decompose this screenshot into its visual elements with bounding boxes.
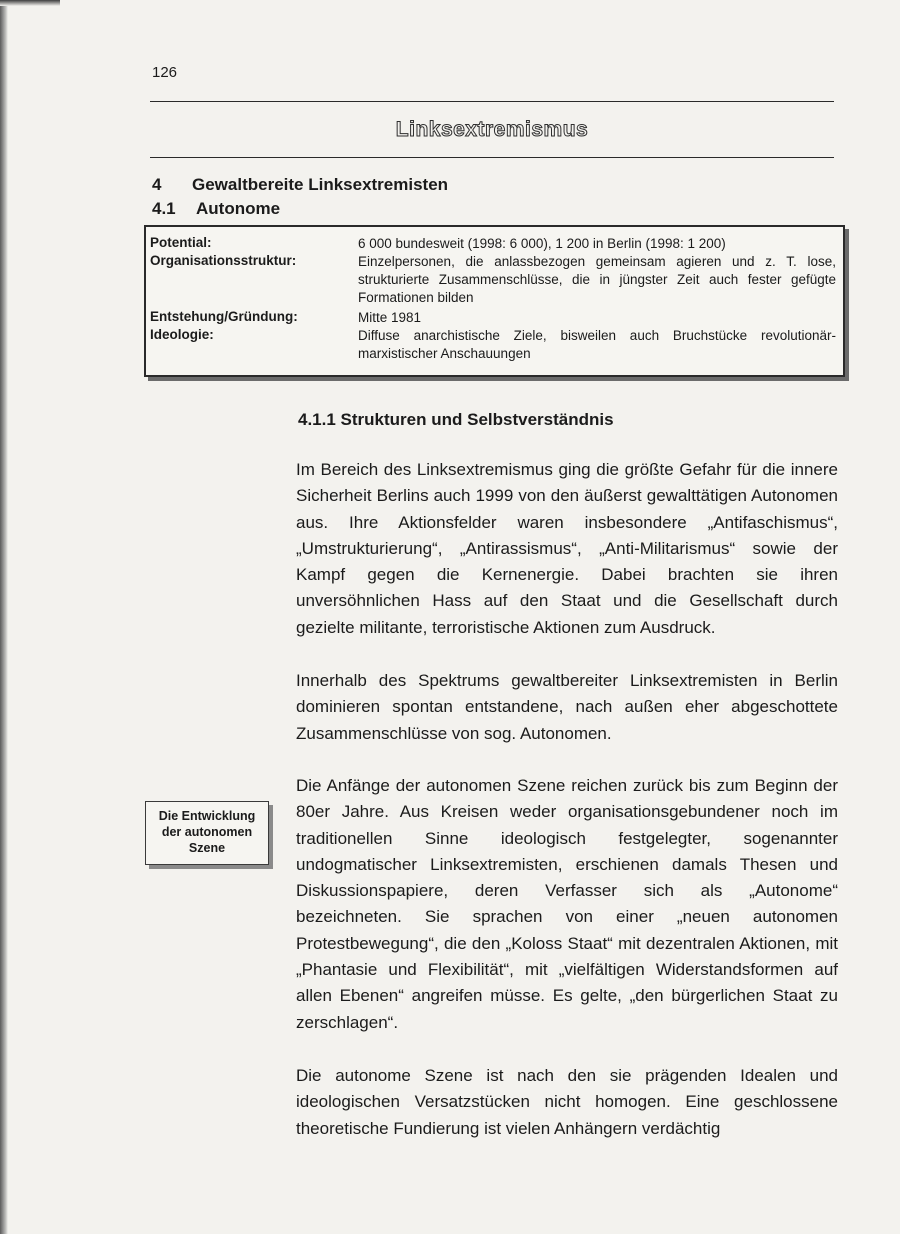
fact-label-founding: Entstehung/Gründung: <box>150 309 298 324</box>
subsection-number: 4.1.1 <box>298 410 336 429</box>
fact-value-potential: 6 000 bundesweit (1998: 6 000), 1 200 in Berlin (1998: 1 200) <box>358 236 726 251</box>
subsection-title: Strukturen und Selbstverständnis <box>340 410 614 429</box>
body-paragraph: Im Bereich des Linksextremismus ging die größte Gefahr für die innere Sicherheit Berlins auch 1999 von den äußerst gewalttätigen Autonomen aus. Ihre Aktionsfelder waren insbesondere „Antifaschismus“, „Umstrukturierung“, „Antirassismus“, „Anti-Militarismus“ sowie der Kampf gegen die Kernenergie. Dabei brachten sie ihren unversöhnlichen Hass auf den Staat und die Gesellschaft durch gezielte militante, terroristische Aktionen zum Ausdruck. <box>296 460 838 637</box>
fact-box <box>144 225 845 377</box>
body-paragraph: Die autonome Szene ist nach den sie prägenden Idealen und ideologischen Versatzstücken nicht homogen. Eine geschlossene theoretische Fundierung ist vielen Anhängern verdächtig <box>296 1066 838 1138</box>
fact-value-founding: Mitte 1981 <box>358 310 422 325</box>
margin-note: Die Entwicklung der autonomen Szene <box>145 801 269 865</box>
fact-value-organisation: Einzelpersonen, die anlassbezogen gemeinsam agieren und z. T. lose, strukturierte Zusammenschlüsse, die in jüngster Zeit auch fester gefügte Formationen bilden <box>358 254 836 305</box>
body-paragraph: Innerhalb des Spektrums gewaltbereiter Linksextremisten in Berlin dominieren spontan entstandene, nach außen eher abgeschottete Zusammenschlüsse von sog. Autonomen. <box>296 671 838 743</box>
chapter-number: 4 <box>152 175 162 194</box>
body-paragraph: Die Anfänge der autonomen Szene reichen zurück bis zum Beginn der 80er Jahre. Aus Kreisen weder organisationsgebundener noch im traditionellen Sinne ideologisch festgelegter, sogenannter undogmatischer Linksextremisten, erschienen damals Thesen und Diskussionspapiere, deren Verfasser sich als „Autonome“ bezeichneten. Sie sprachen von einer „neuen autonomen Protestbewegung“, die den „Koloss Staat“ mit dezentralen Aktionen, mit „Phantasie und Flexibilität“, mit „vielfältigen Widerstandsformen auf allen Ebenen“ angreifen müsse. Es gelte, „den bürgerlichen Staat zu zerschlagen“. <box>296 776 838 1032</box>
scan-edge-top <box>0 0 60 6</box>
fact-value-ideology: Diffuse anarchistische Ziele, bisweilen auch Bruchstücke revolutionär-marxistischer Anschauungen <box>358 328 836 361</box>
header-rule-bottom <box>150 157 834 158</box>
fact-label-potential: Potential: <box>150 235 212 250</box>
section-number: 4.1 <box>152 199 176 218</box>
fact-label-ideology: Ideologie: <box>150 327 214 342</box>
chapter-heading <box>152 175 448 195</box>
section-title: Autonome <box>196 199 281 218</box>
subsection-heading <box>298 410 614 430</box>
section-heading <box>152 199 280 219</box>
scan-edge-left <box>0 0 8 1234</box>
header-rule-top <box>150 101 834 102</box>
fact-label-organisation: Organisationsstruktur: <box>150 253 297 268</box>
chapter-title: Gewaltbereite Linksextremisten <box>192 175 449 194</box>
page-number: 126 <box>152 64 178 81</box>
running-head: Linksextremismus <box>395 118 589 141</box>
